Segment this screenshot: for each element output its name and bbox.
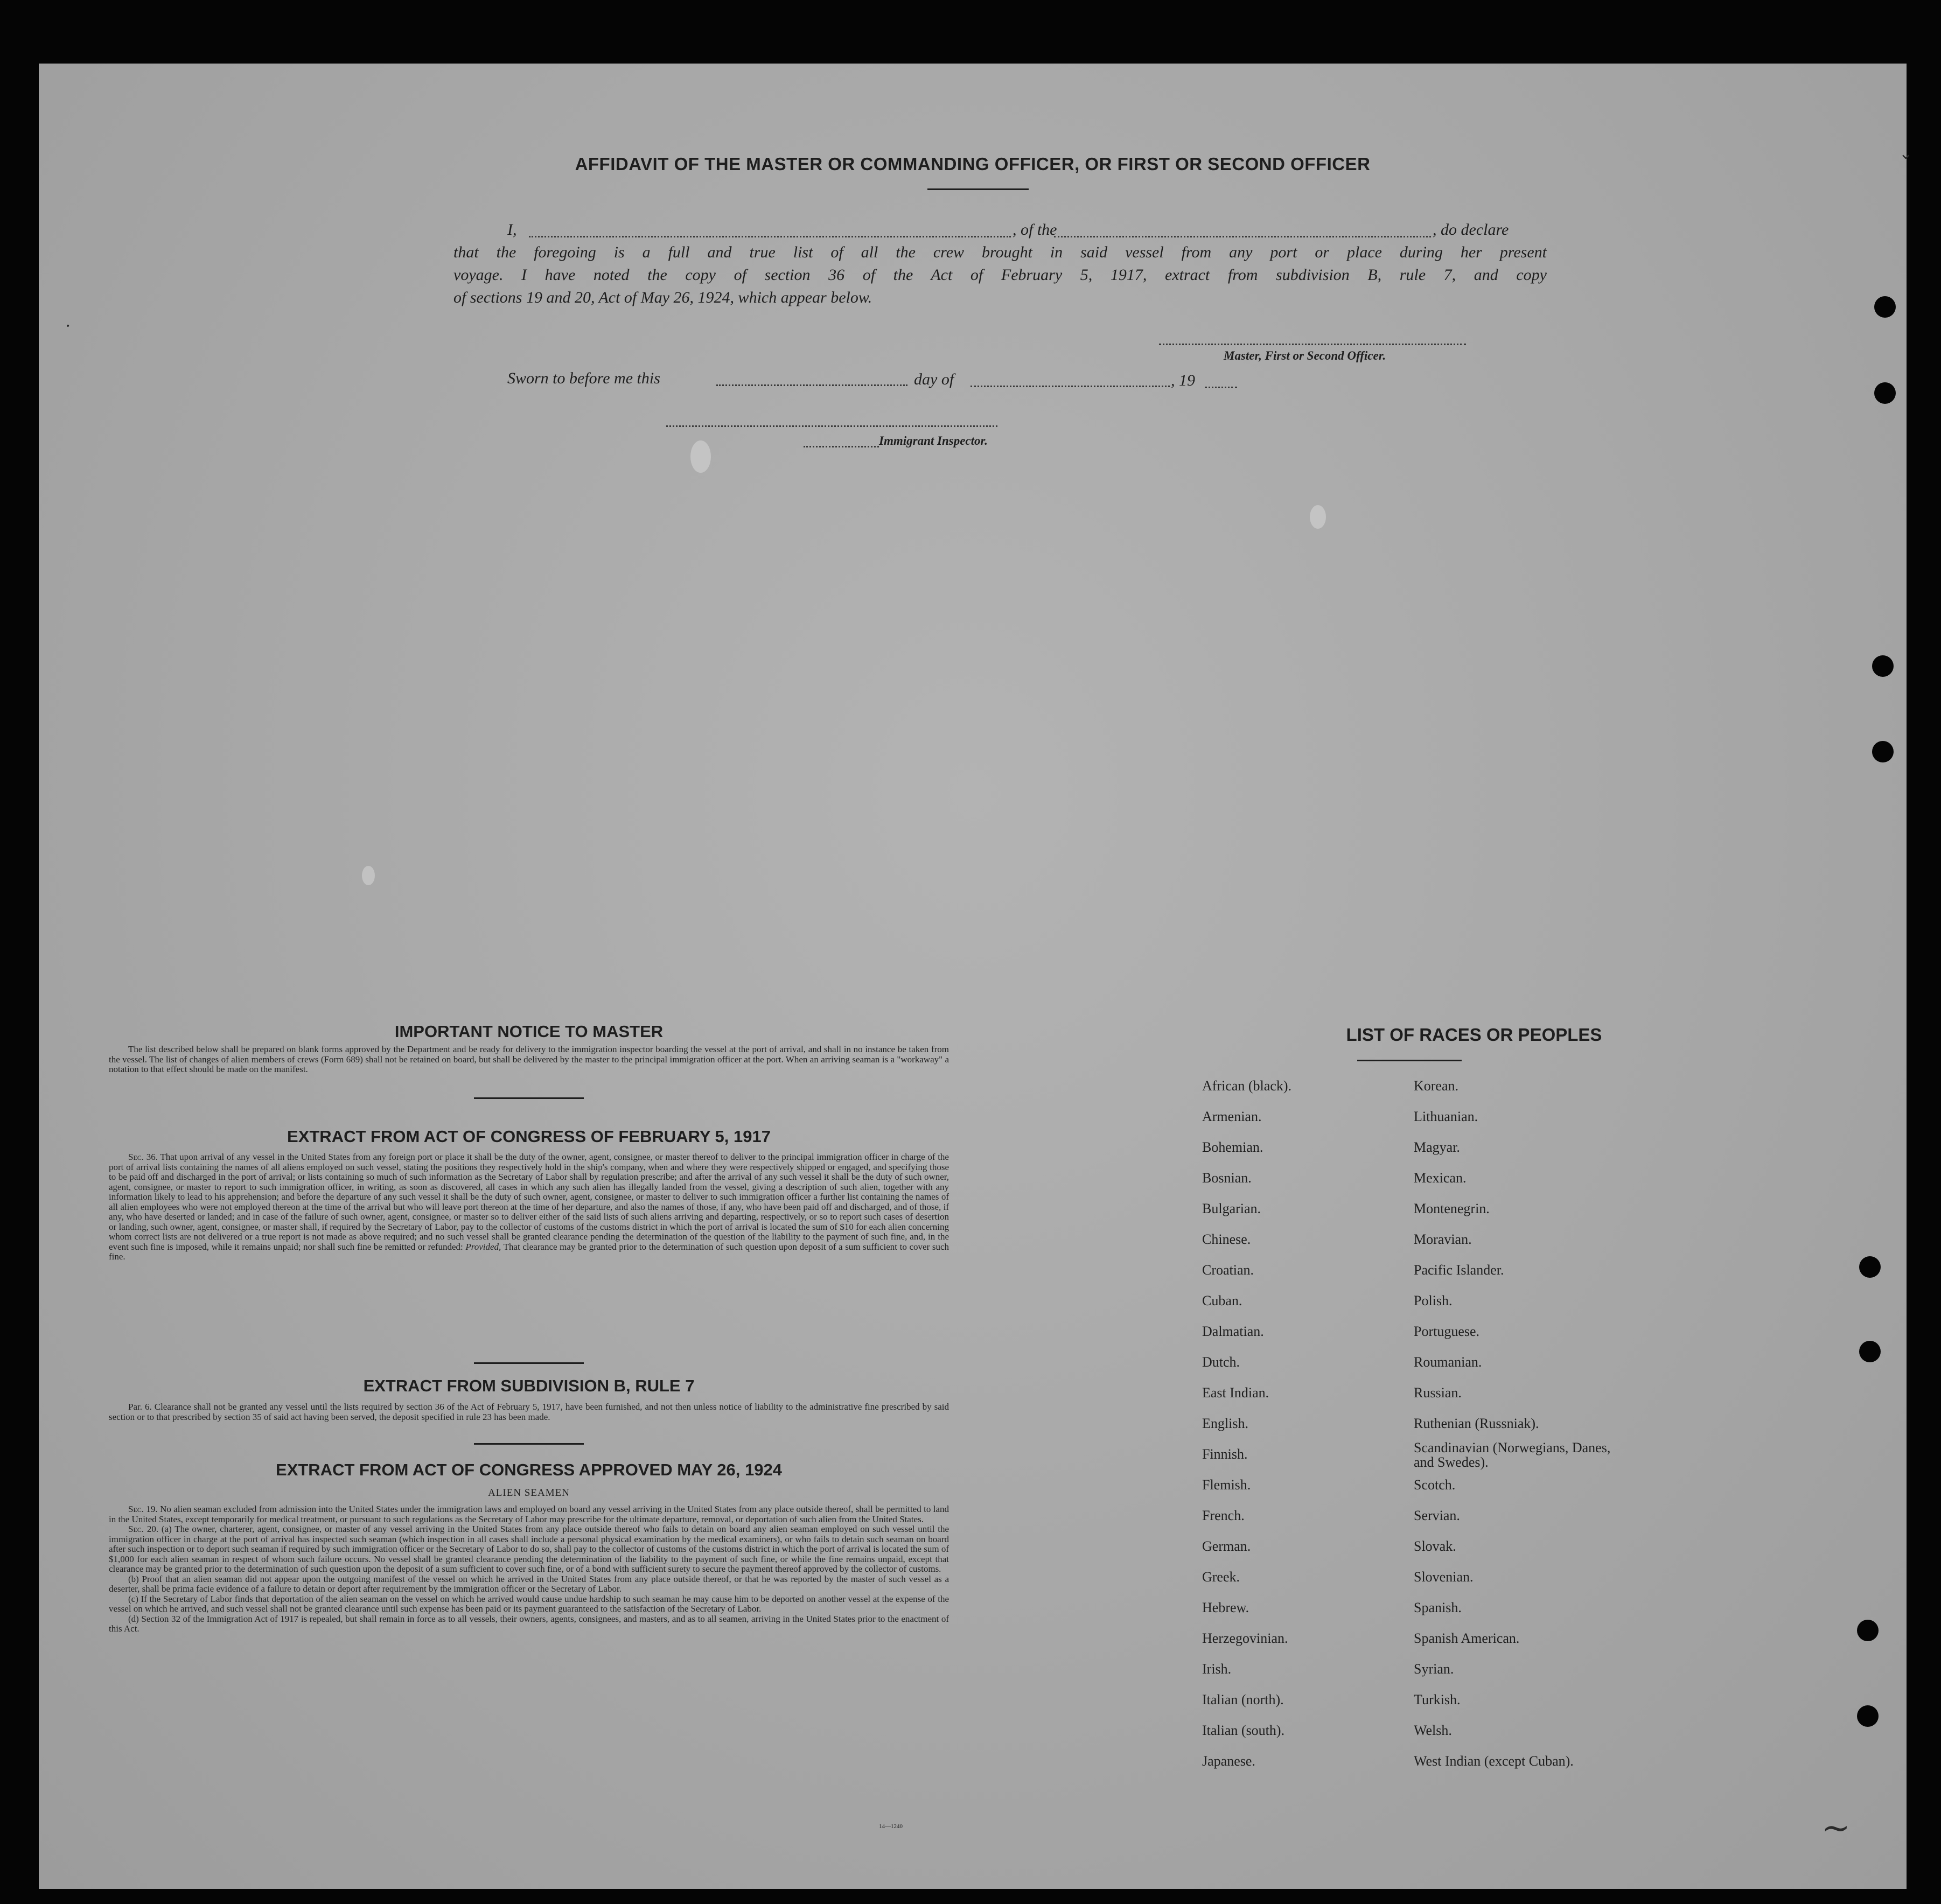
race-item: Magyar.	[1414, 1139, 1460, 1155]
notice-heading: IMPORTANT NOTICE TO MASTER	[394, 1022, 664, 1041]
paper-stain	[1310, 505, 1326, 529]
affidavit-body-line: voyage. I have noted the copy of section 36 of the Act of February 5, 1917, extract from subdivision B, rule 7, and copy	[453, 266, 1547, 284]
do-declare-label: , do declare	[1433, 221, 1509, 239]
affiant-label: I,	[507, 221, 517, 239]
master-signature-field[interactable]	[1159, 344, 1466, 345]
sworn-month-field[interactable]	[970, 386, 1170, 387]
affidavit-body-line: that the foregoing is a full and true list of all the crew brought in said vessel from any port or place during her present	[453, 243, 1547, 261]
race-item: Herzegovinian.	[1202, 1630, 1288, 1646]
race-item: East Indian.	[1202, 1385, 1269, 1401]
day-of-label: day of	[914, 370, 954, 388]
punch-hole-icon	[1859, 1256, 1881, 1278]
sworn-year-field[interactable]	[1205, 387, 1237, 388]
inspector-signature-field[interactable]	[666, 425, 997, 427]
race-item: Hebrew.	[1202, 1600, 1249, 1615]
race-item: Bosnian.	[1202, 1170, 1252, 1186]
speck-mark: •	[66, 322, 71, 331]
form-number: 14—1240	[879, 1823, 903, 1830]
race-item: Italian (south).	[1202, 1723, 1285, 1738]
punch-hole-icon	[1857, 1705, 1879, 1727]
punch-hole-icon	[1874, 296, 1896, 318]
affidavit-title: AFFIDAVIT OF THE MASTER OR COMMANDING OFFICER, OR FIRST OR SECOND OFFICER	[575, 154, 1371, 174]
inspector-label: Immigrant Inspector.	[879, 434, 988, 447]
race-item: Polish.	[1414, 1293, 1453, 1308]
race-item: Spanish American.	[1414, 1630, 1520, 1646]
affidavit-body-line: of sections 19 and 20, Act of May 26, 1924, which appear below.	[453, 289, 872, 306]
race-item: Spanish.	[1414, 1600, 1462, 1615]
document-page	[39, 64, 1913, 1889]
sworn-day-field[interactable]	[716, 384, 907, 386]
check-mark-icon: ⌄	[1899, 144, 1913, 163]
race-item: Japanese.	[1202, 1753, 1255, 1769]
race-item: Ruthenian (Russniak).	[1414, 1416, 1539, 1431]
race-item: Montenegrin.	[1414, 1201, 1490, 1216]
divider	[474, 1362, 584, 1364]
race-item: African (black).	[1202, 1078, 1292, 1094]
race-item: Cuban.	[1202, 1293, 1242, 1308]
race-item: Roumanian.	[1414, 1354, 1482, 1370]
paper-stain	[690, 440, 711, 473]
alien-seamen-subheading: ALIEN SEAMEN	[488, 1487, 570, 1499]
race-item: Italian (north).	[1202, 1692, 1284, 1707]
race-item: Mexican.	[1414, 1170, 1467, 1186]
divider	[927, 188, 1029, 190]
notice-text: The list described below shall be prepared on blank forms approved by the Department and be ready for delivery to the immigration inspector boarding the vessel at the port of arrival, and shall in no instance be taken from the vessel. The list of changes of alien members of crews (Form 689) shall not be retained on board, but shall be delivered by the master to the principal immigration officer at the port. When an arriving seaman is a "workaway" a notation to that effect should be made on the manifest.	[109, 1044, 949, 1074]
punch-hole-icon	[1859, 1341, 1881, 1362]
subdivision-b-heading: EXTRACT FROM SUBDIVISION B, RULE 7	[363, 1376, 695, 1395]
race-item: Flemish.	[1202, 1477, 1251, 1493]
race-item: Welsh.	[1414, 1723, 1452, 1738]
paper-stain	[362, 866, 375, 885]
race-item: Lithuanian.	[1414, 1109, 1478, 1124]
race-item: Scotch.	[1414, 1477, 1456, 1493]
subdivision-b-text: Par. 6. Clearance shall not be granted any vessel until the lists required by section 36 of the Act of February 5, 1917, have been furnished, and not then unless notice of liability to the administrative fine prescribed by said section or to that prescribed by section 35 of said act having been served, the deposit specified in rule 23 has been made.	[109, 1402, 949, 1422]
race-item: German.	[1202, 1538, 1251, 1554]
race-item: Dalmatian.	[1202, 1324, 1264, 1339]
extract-1917-heading: EXTRACT FROM ACT OF CONGRESS OF FEBRUARY 5, 1917	[287, 1127, 771, 1146]
punch-hole-icon	[1857, 1620, 1879, 1641]
punch-hole-icon	[1872, 741, 1894, 762]
divider	[474, 1443, 584, 1445]
race-item: Slovenian.	[1414, 1569, 1474, 1585]
race-item: West Indian (except Cuban).	[1414, 1753, 1574, 1769]
race-item: English.	[1202, 1416, 1248, 1431]
race-item: Irish.	[1202, 1661, 1232, 1677]
vessel-name-field[interactable]	[1054, 236, 1431, 237]
extract-1917-text: Sec. 36. That upon arrival of any vessel in the United States from any foreign port or place it shall be the duty of the owner, agent, consignee, or master thereof to deliver to the principal immigration officer in charge of the port of arrival lists containing the names of all aliens employed on such vessel, stating the positions they respectively hold in the ship's company, when and where they were respectively shipped or engaged, and specifying those to be paid off and discharged in the port of arrival; or lists containing so much of such information as the Secretary of Labor shall by regulation prescribe; and after the arrival of any such vessel it shall be the duty of such owner, agent, consignee, or master to report to such immigration officer, in writing, as soon as discovered, all cases in which any such alien has illegally landed from the vessel, giving a description of such alien, together with any information likely to lead to his apprehension; and before the departure of any such vessel it shall be the duty of such owner, agent, consignee, or master to deliver to such immigration officer a further list containing the names of all alien employees who were not employed thereon at the time of the arrival but who will leave port thereon at the time of her departure, and also the names of those, if any, who have been paid off and discharged, and of those, if any, who have deserted or landed; and in case of the failure of such owner, agent, consignee, or master so to deliver either of the said lists of such aliens arriving and departing, respectively, or so to report such cases of desertion or landing, such owner, agent, consignee, or master shall, if required by the Secretary of Labor, pay to the collector of customs of the customs district in which the port of arrival is located the sum of $10 for each alien concerning whom correct lists are not delivered or a true report is not made as above required; and no such vessel shall be granted clearance pending the determination of the question of the liability to the payment of such fine, and, in the event such fine is imposed, while it remains unpaid; nor shall such fine be remitted or refunded: Provided, That clearance may be granted prior to the determination of such question upon deposit of a sum sufficient to cover such fine.	[109, 1152, 949, 1262]
race-item: Syrian.	[1414, 1661, 1454, 1677]
race-item: Bulgarian.	[1202, 1201, 1261, 1216]
race-item: Dutch.	[1202, 1354, 1240, 1370]
sworn-label: Sworn to before me this	[507, 369, 660, 387]
race-item: Greek.	[1202, 1569, 1240, 1585]
race-item: Armenian.	[1202, 1109, 1262, 1124]
divider	[474, 1097, 584, 1099]
race-item: Portuguese.	[1414, 1324, 1480, 1339]
races-title: LIST OF RACES OR PEOPLES	[1346, 1025, 1602, 1045]
master-signature-label: Master, First or Second Officer.	[1224, 349, 1386, 362]
punch-hole-icon	[1872, 655, 1894, 677]
race-item: Turkish.	[1414, 1692, 1461, 1707]
race-item: Chinese.	[1202, 1231, 1251, 1247]
extract-1924-text: Sec. 19. No alien seaman excluded from admission into the United States under the immigration laws and employed on board any vessel arriving in the United States from any place outside thereof, shall be permitted to land in the United States, except temporarily for medical treatment, or pursuant to such regulations as the Secretary of Labor may prescribe for the ultimate departure, removal, or deportation of such alien from the United States. Sec. 20. (a) The owner, charterer, agent, consignee, or master of any vessel arriving in the United States from any place outside thereof who fails to detain on board any alien seaman employed on such vessel until the immigration officer in charge at the port of arrival has inspected such seaman (which inspection in all cases shall include a personal physical examination by the medical examiners), or who fails to detain such seaman on board after such inspection or to deport such seaman if required by such immigration officer or the Secretary of Labor to do so, shall pay to the collector of customs of the customs district in which the port of arrival is located the sum of $1,000 for each alien seaman in respect of whom such failure occurs. No vessel shall be granted clearance pending the determination of the liability to the payment of such fine, or while the fine remains unpaid, except that clearance may be granted prior to the determination of such question upon the deposit of a sum sufficient to cover such fine, or of a bond with sufficient surety to secure the payment thereof approved by the collector of customs. (b) Proof that an alien seaman did not appear upon the outgoing manifest of the vessel on which he arrived in the United States from any place outside thereof, or that he was reported by the master of such vessel as a deserter, shall be prima facie evidence of a failure to detain or deport after requirement by the immigration officer or the Secretary of Labor. (c) If the Secretary of Labor finds that deportation of the alien seaman on the vessel on which he arrived would cause undue hardship to such seaman he may cause him to be deported on another vessel at the expense of the vessel on which he arrived, and such vessel shall not be granted clearance until such expense has been paid or its payment guaranteed to the satisfaction of the Secretary of Labor. (d) Section 32 of the Immigration Act of 1917 is repealed, but shall remain in force as to all vessels, their owners, agents, consignees, and masters, and as to all seamen, arriving in the United States prior to the enactment of this Act.	[109, 1504, 949, 1634]
handwritten-mark-icon: ~	[1821, 1808, 1851, 1848]
race-item: Slovak.	[1414, 1538, 1456, 1554]
race-item: French.	[1202, 1508, 1245, 1523]
divider	[1357, 1060, 1462, 1061]
of-the-label: , of the	[1013, 221, 1057, 239]
race-item: Scandinavian (Norwegians, Danes, and Swedes).	[1414, 1440, 1611, 1470]
inspector-dotted-lead	[804, 446, 879, 447]
race-item: Moravian.	[1414, 1231, 1472, 1247]
race-item: Servian.	[1414, 1508, 1460, 1523]
punch-hole-icon	[1874, 382, 1896, 404]
affiant-name-field[interactable]	[529, 236, 1011, 237]
year-label: , 19	[1171, 372, 1195, 389]
race-item: Korean.	[1414, 1078, 1459, 1094]
race-item: Croatian.	[1202, 1262, 1254, 1278]
race-item: Pacific Islander.	[1414, 1262, 1504, 1278]
extract-1924-heading: EXTRACT FROM ACT OF CONGRESS APPROVED MAY 26, 1924	[276, 1460, 782, 1479]
race-item: Russian.	[1414, 1385, 1462, 1401]
race-item: Finnish.	[1202, 1446, 1248, 1462]
race-item: Bohemian.	[1202, 1139, 1263, 1155]
